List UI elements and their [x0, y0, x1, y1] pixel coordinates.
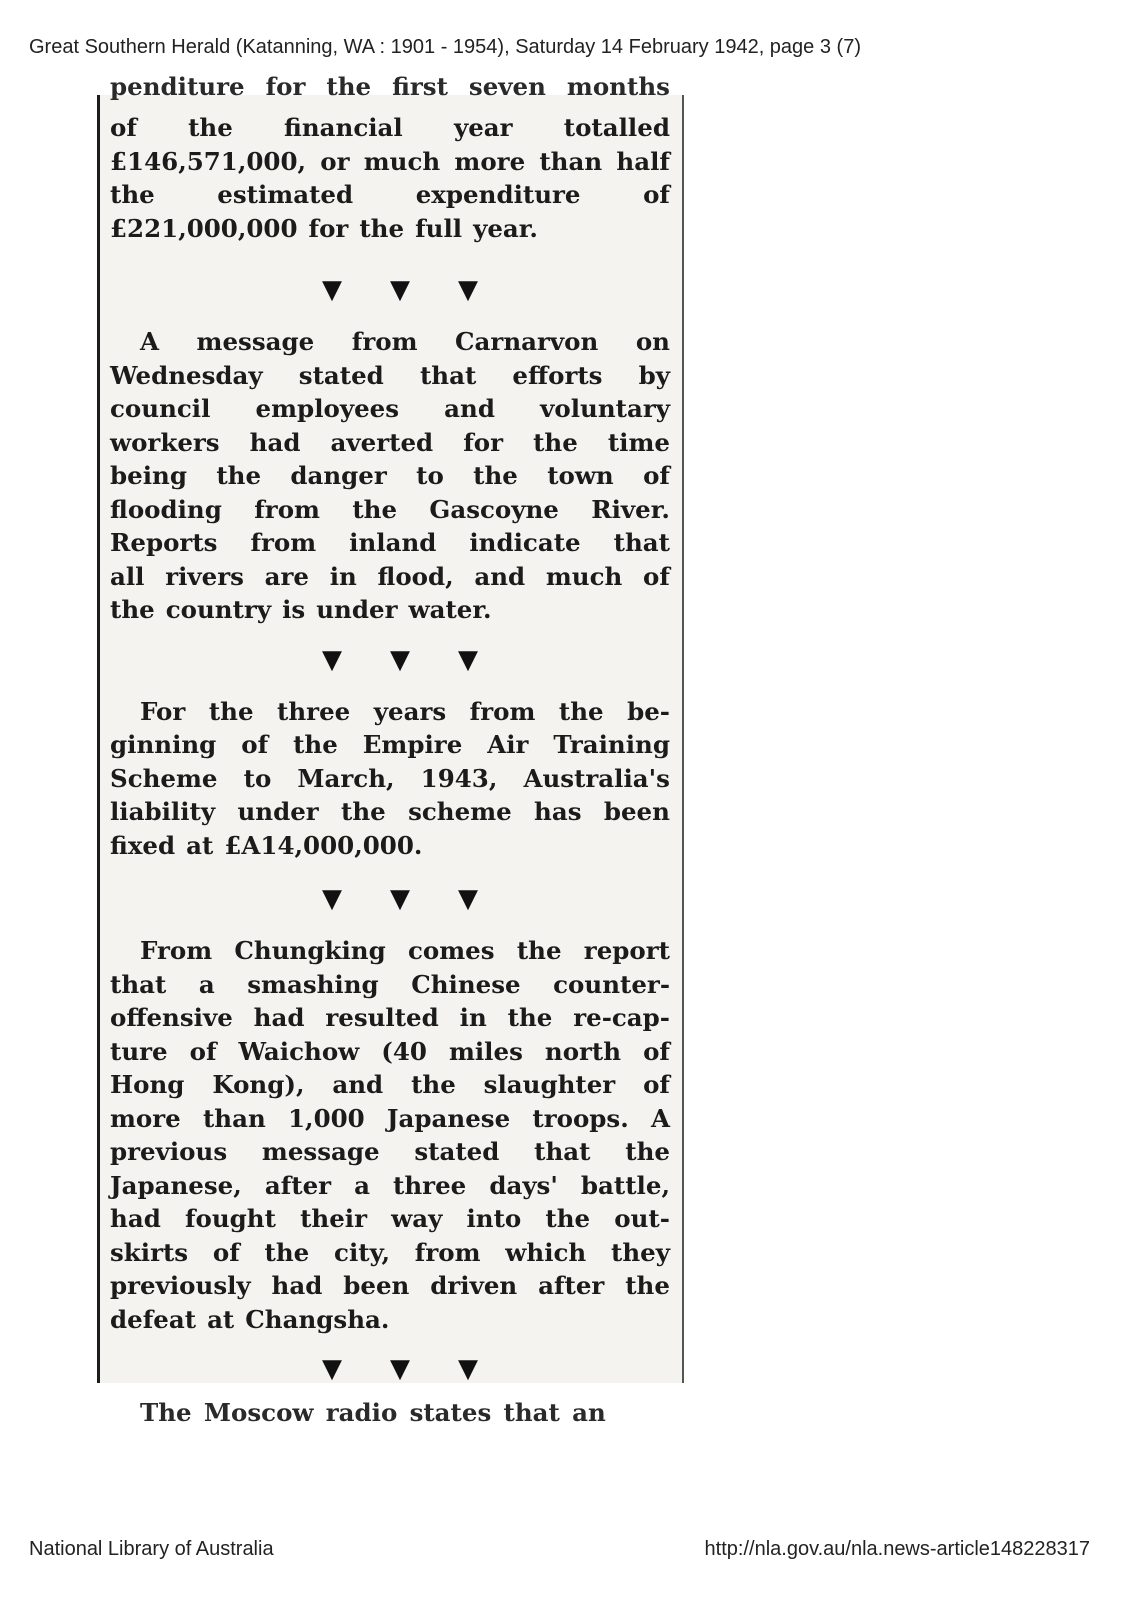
article-column: [110, 72, 670, 1427]
text-line: Hong Kong), and the slaughter of: [110, 1070, 670, 1099]
triangle-icon: ▼: [458, 1354, 478, 1384]
text-line: previous message stated that the: [110, 1137, 670, 1166]
cutoff-bottom-line: [110, 1396, 670, 1427]
triangle-icon: ▼: [390, 1354, 410, 1384]
triangle-icon: ▼: [322, 275, 342, 305]
text-line: fixed at £A14,000,000.: [110, 830, 423, 860]
section-separator: [110, 644, 670, 675]
triangle-icon: ▼: [390, 275, 410, 305]
paragraph: [110, 695, 670, 863]
article-url[interactable]: http://nla.gov.au/nla.news-article148228317: [704, 1538, 1090, 1560]
triangle-icon: ▼: [458, 644, 478, 675]
triangle-icon: ▼: [390, 644, 410, 675]
text-line: being the danger to the town of: [110, 461, 670, 490]
text-line: skirts of the city, from which they: [110, 1237, 670, 1267]
triangle-icon: ▼: [390, 884, 410, 914]
triangle-icon: ▼: [322, 1354, 342, 1384]
text-line: all rivers are in flood, and much of: [110, 561, 670, 591]
triangle-icon: ▼: [322, 884, 342, 914]
text-line: the estimated expenditure of: [110, 180, 670, 209]
paragraph: [110, 325, 670, 627]
page-citation: Great Southern Herald (Katanning, WA : 1901 - 1954), Saturday 14 February 1942, page 3 (7): [29, 36, 861, 58]
text-line: £146,571,000, or much more than half: [110, 146, 670, 176]
triangle-icon: ▼: [458, 275, 478, 305]
text-line: ginning of the Empire Air Training: [110, 730, 670, 759]
text-line: that a smashing Chinese counter-: [110, 969, 670, 999]
section-separator: [110, 1356, 670, 1382]
cutoff-top-line: [110, 72, 670, 109]
text-line: the country is under water.: [110, 595, 492, 624]
paragraph: [110, 111, 670, 245]
paragraph: [110, 934, 670, 1336]
newspaper-clipping: [97, 72, 684, 1427]
section-separator: [110, 886, 670, 912]
text-line: Scheme to March, 1943, Australia's: [110, 763, 670, 793]
section-separator: [110, 277, 670, 303]
source-label: National Library of Australia: [29, 1538, 274, 1560]
text-line: Japanese, after a three days' battle,: [110, 1170, 670, 1200]
text-line: A message from Carnarvon on: [140, 327, 670, 356]
text-line: Reports from inland indicate that: [110, 528, 670, 557]
text-line: defeat at Changsha.: [110, 1304, 390, 1334]
text-line: liability under the scheme has been: [110, 797, 670, 826]
text-line: ture of Waichow (40 miles north of: [110, 1036, 670, 1066]
text-line: Wednesday stated that efforts by: [110, 360, 670, 390]
triangle-icon: ▼: [458, 884, 478, 914]
text-line: more than 1,000 Japanese troops. A: [110, 1103, 670, 1133]
text-line: penditure for the first seven months: [110, 72, 670, 101]
triangle-icon: ▼: [322, 644, 342, 675]
text-line: of the financial year totalled: [110, 113, 670, 142]
text-line: previously had been driven after the: [110, 1271, 670, 1300]
text-line: £221,000,000 for the full year.: [110, 213, 538, 243]
text-line: From Chungking comes the report: [140, 936, 670, 965]
text-line: council employees and voluntary: [110, 394, 670, 423]
text-line: flooding from the Gascoyne River.: [110, 494, 670, 524]
text-line: offensive had resulted in the re-cap-: [110, 1003, 670, 1032]
text-line: workers had averted for the time: [110, 427, 670, 457]
text-line: For the three years from the be-: [140, 696, 670, 726]
text-line: had fought their way into the out-: [110, 1204, 670, 1233]
text-line: The Moscow radio states that an: [140, 1398, 606, 1427]
